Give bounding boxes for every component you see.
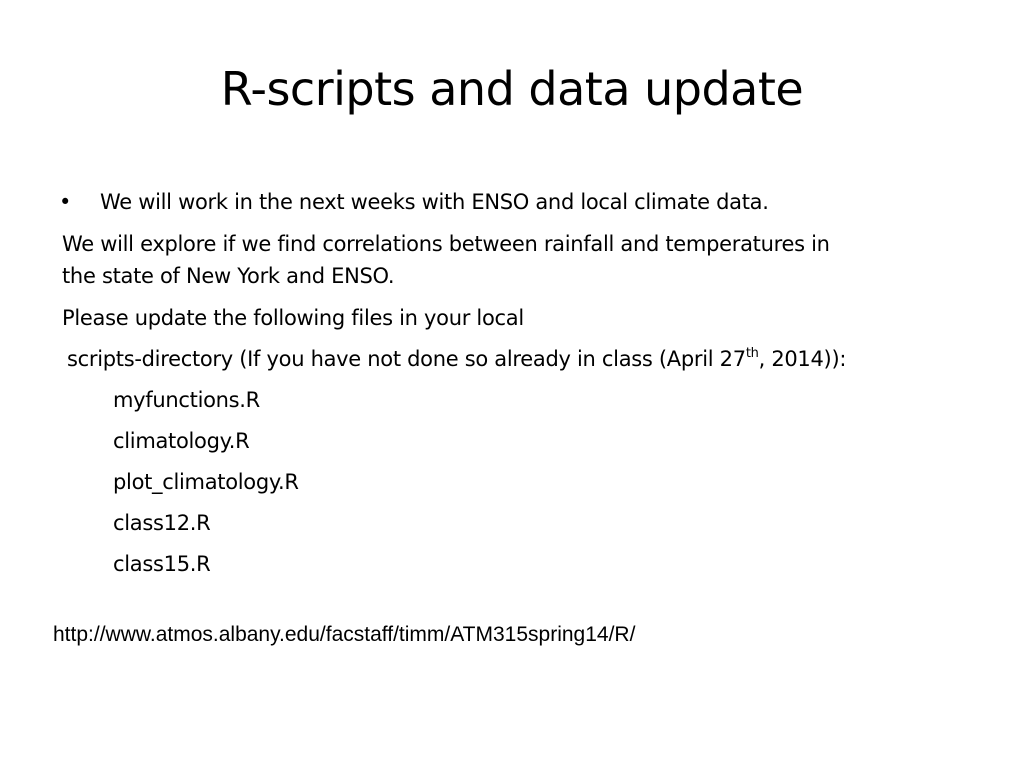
- slide-title: R-scripts and data update: [220, 62, 804, 116]
- paragraph-update: Please update the following files in your local: [62, 306, 524, 330]
- ordinal-superscript: th: [745, 346, 759, 361]
- file-item: class12.R: [113, 511, 211, 535]
- paragraph-explore: [62, 228, 830, 292]
- directory-text-end: , 2014)):: [758, 347, 847, 371]
- file-item: plot_climatology.R: [113, 470, 299, 494]
- file-item: class15.R: [113, 552, 211, 576]
- paragraph-line: We will explore if we find correlations between rainfall and temperatures in: [62, 232, 830, 256]
- directory-text: scripts-directory (If you have not done so already in class (April 27: [67, 347, 746, 371]
- bullet-icon: •: [59, 190, 72, 214]
- paragraph-line: the state of New York and ENSO.: [62, 264, 395, 288]
- bullet-text: We will work in the next weeks with ENSO and local climate data.: [100, 190, 769, 214]
- file-item: climatology.R: [113, 429, 250, 453]
- file-item: myfunctions.R: [113, 388, 260, 412]
- paragraph-directory: [67, 343, 846, 375]
- url-link[interactable]: http://www.atmos.albany.edu/facstaff/timm/ATM315spring14/R/: [53, 623, 636, 646]
